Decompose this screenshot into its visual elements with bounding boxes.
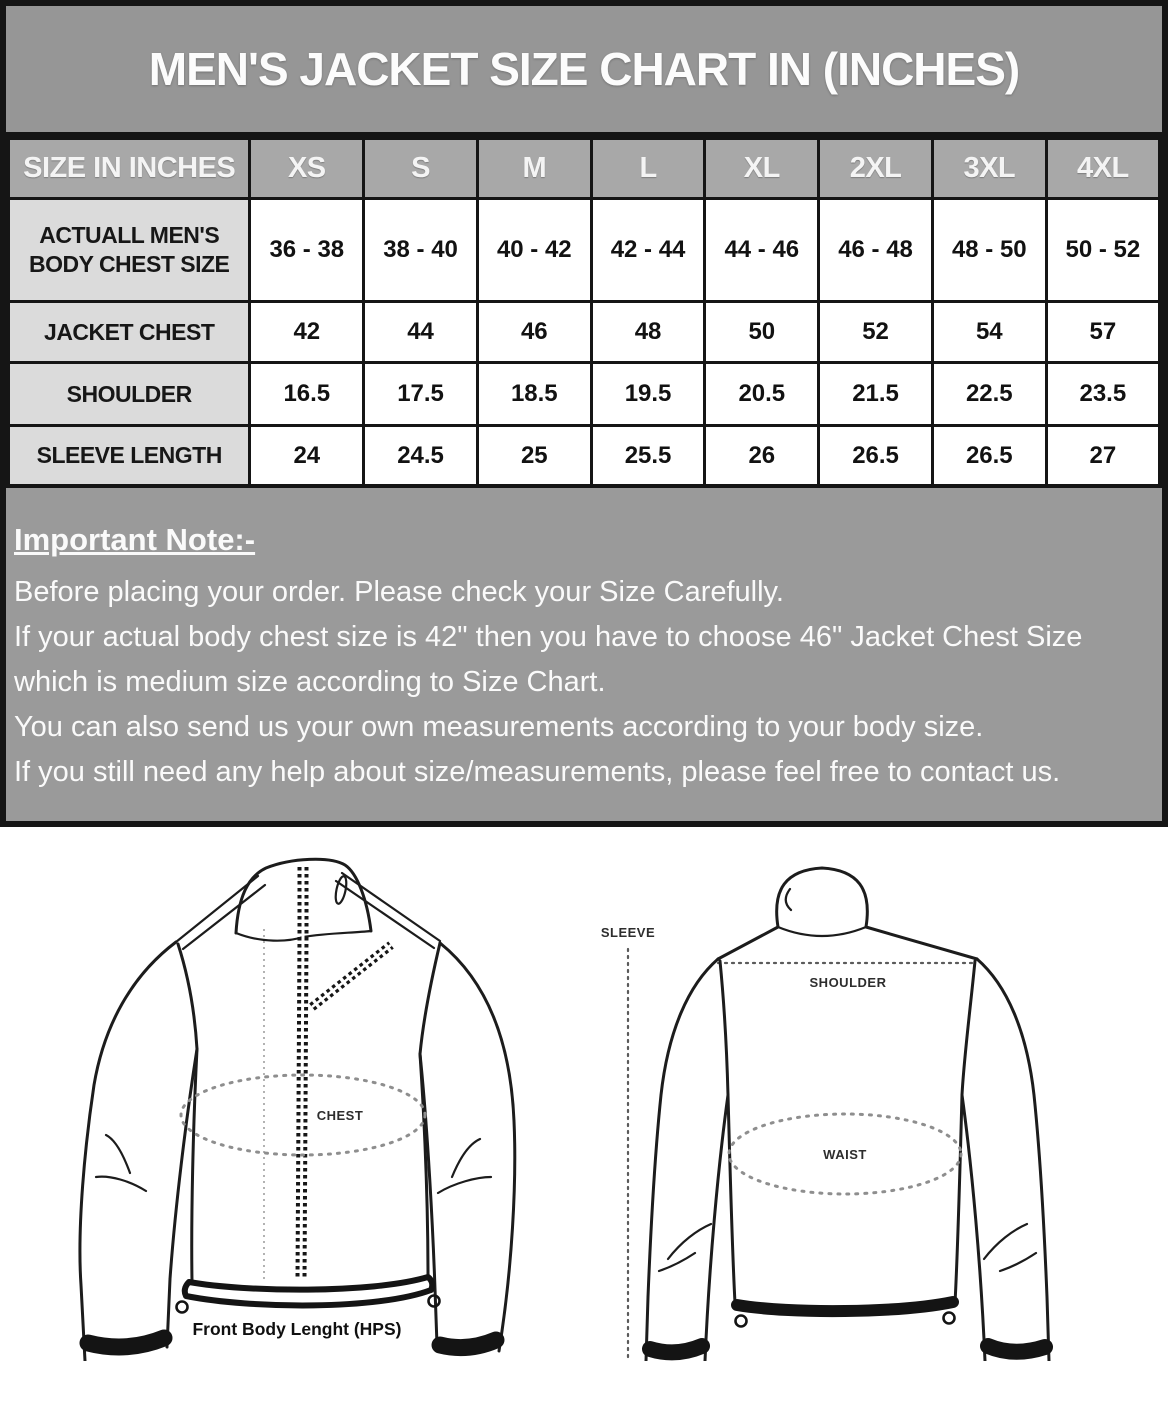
back-left-cuff (650, 1346, 702, 1352)
back-collar-notch (786, 889, 791, 910)
value-cell: 50 - 52 (1046, 199, 1160, 302)
value-cell: 21.5 (819, 363, 933, 426)
value-cell: 20.5 (705, 363, 819, 426)
waist-label: WAIST (823, 1147, 867, 1162)
column-header: SIZE IN INCHES (8, 138, 250, 199)
back-collar-bottom (778, 927, 866, 936)
value-cell: 25 (477, 426, 591, 487)
front-jacket-diagram (80, 859, 515, 1361)
table-row (8, 426, 1160, 487)
row-label: JACKET CHEST (8, 302, 250, 363)
back-right-sleeve-outer (977, 959, 1049, 1361)
value-cell: 16.5 (250, 363, 364, 426)
value-cell: 44 (364, 302, 478, 363)
front-left-armhole (178, 944, 197, 1049)
value-cell: 52 (819, 302, 933, 363)
value-cell: 18.5 (477, 363, 591, 426)
value-cell: 54 (932, 302, 1046, 363)
column-header: XL (705, 138, 819, 199)
row-label: SHOULDER (8, 363, 250, 426)
back-hem-loop-right (944, 1313, 955, 1324)
back-right-armhole (962, 961, 975, 1095)
value-cell: 48 - 50 (932, 199, 1046, 302)
back-shoulder-outline (718, 927, 977, 959)
back-body-right (955, 1095, 962, 1303)
value-cell: 44 - 46 (705, 199, 819, 302)
value-cell: 17.5 (364, 363, 478, 426)
front-left-cuff (88, 1338, 164, 1347)
front-collar-inner-left (236, 933, 303, 941)
column-header: 2XL (819, 138, 933, 199)
value-cell: 24 (250, 426, 364, 487)
note-line: If your actual body chest size is 42" then you have to choose 46" Jacket Chest Size which is medium size according to Size Chart. (14, 621, 1083, 698)
shoulder-label: SHOULDER (809, 975, 887, 990)
value-cell: 48 (591, 302, 705, 363)
value-cell: 36 - 38 (250, 199, 364, 302)
value-cell: 42 - 44 (591, 199, 705, 302)
front-left-sleeve-outer (80, 942, 176, 1361)
front-right-elbow-darts (438, 1139, 491, 1193)
front-length-label: Front Body Lenght (HPS) (192, 1319, 402, 1339)
front-right-cuff (440, 1340, 496, 1348)
back-body-left (728, 1095, 735, 1303)
front-right-sleeve-outer (440, 943, 515, 1351)
value-cell: 23.5 (1046, 363, 1160, 426)
value-cell: 22.5 (932, 363, 1046, 426)
column-header: XS (250, 138, 364, 199)
value-cell: 26.5 (932, 426, 1046, 487)
note-line: You can also send us your own measurements according to your body size. (14, 711, 984, 743)
back-hem-loop-left (736, 1316, 747, 1327)
column-header: 4XL (1046, 138, 1160, 199)
note-heading: Important Note:- (14, 522, 256, 557)
row-label: ACTUALL MEN'S BODY CHEST SIZE (8, 199, 250, 302)
front-zipper-diagonal-center (312, 945, 391, 1007)
table-row (8, 199, 1160, 302)
value-cell: 40 - 42 (477, 199, 591, 302)
value-cell: 27 (1046, 426, 1160, 487)
page-title: MEN'S JACKET SIZE CHART IN (INCHES) (6, 6, 1162, 136)
column-header: L (591, 138, 705, 199)
value-cell: 26 (705, 426, 819, 487)
value-cell: 26.5 (819, 426, 933, 487)
front-left-elbow-darts (96, 1135, 146, 1191)
front-right-shoulder-seam (336, 873, 440, 948)
value-cell: 24.5 (364, 426, 478, 487)
back-jacket-diagram (601, 868, 1049, 1361)
sleeve-label: SLEEVE (600, 925, 656, 940)
value-cell: 19.5 (591, 363, 705, 426)
size-chart-table (6, 136, 1162, 488)
back-hem (737, 1302, 953, 1311)
back-right-cuff (988, 1346, 1045, 1352)
front-right-armhole (420, 943, 440, 1054)
table-row (8, 363, 1160, 426)
note-line: Before placing your order. Please check your Size Carefully. (14, 576, 784, 608)
chest-label: CHEST (316, 1108, 364, 1123)
column-header: S (364, 138, 478, 199)
table-row (8, 302, 1160, 363)
important-note-section (6, 488, 1162, 821)
front-collar-inner-right (303, 931, 371, 937)
column-header: M (477, 138, 591, 199)
back-right-elbow-darts (984, 1224, 1036, 1271)
value-cell: 42 (250, 302, 364, 363)
back-left-sleeve-inner (705, 1095, 728, 1361)
value-cell: 25.5 (591, 426, 705, 487)
front-hem (185, 1277, 432, 1305)
column-header: 3XL (932, 138, 1046, 199)
value-cell: 46 (477, 302, 591, 363)
back-left-elbow-darts (659, 1224, 711, 1271)
note-line: If you still need any help about size/measurements, please feel free to contact us. (14, 756, 1061, 788)
jacket-diagrams (0, 827, 1168, 1361)
front-hem-loop-left (177, 1302, 188, 1313)
table-header-row (8, 138, 1160, 199)
back-collar-outline (777, 868, 868, 927)
front-zipper-center (301, 867, 303, 1279)
value-cell: 46 - 48 (819, 199, 933, 302)
back-left-armhole (720, 961, 728, 1095)
value-cell: 38 - 40 (364, 199, 478, 302)
back-right-sleeve-inner (962, 1095, 985, 1361)
value-cell: 50 (705, 302, 819, 363)
hanger-loop (334, 875, 349, 904)
row-label: SLEEVE LENGTH (8, 426, 250, 487)
value-cell: 57 (1046, 302, 1160, 363)
